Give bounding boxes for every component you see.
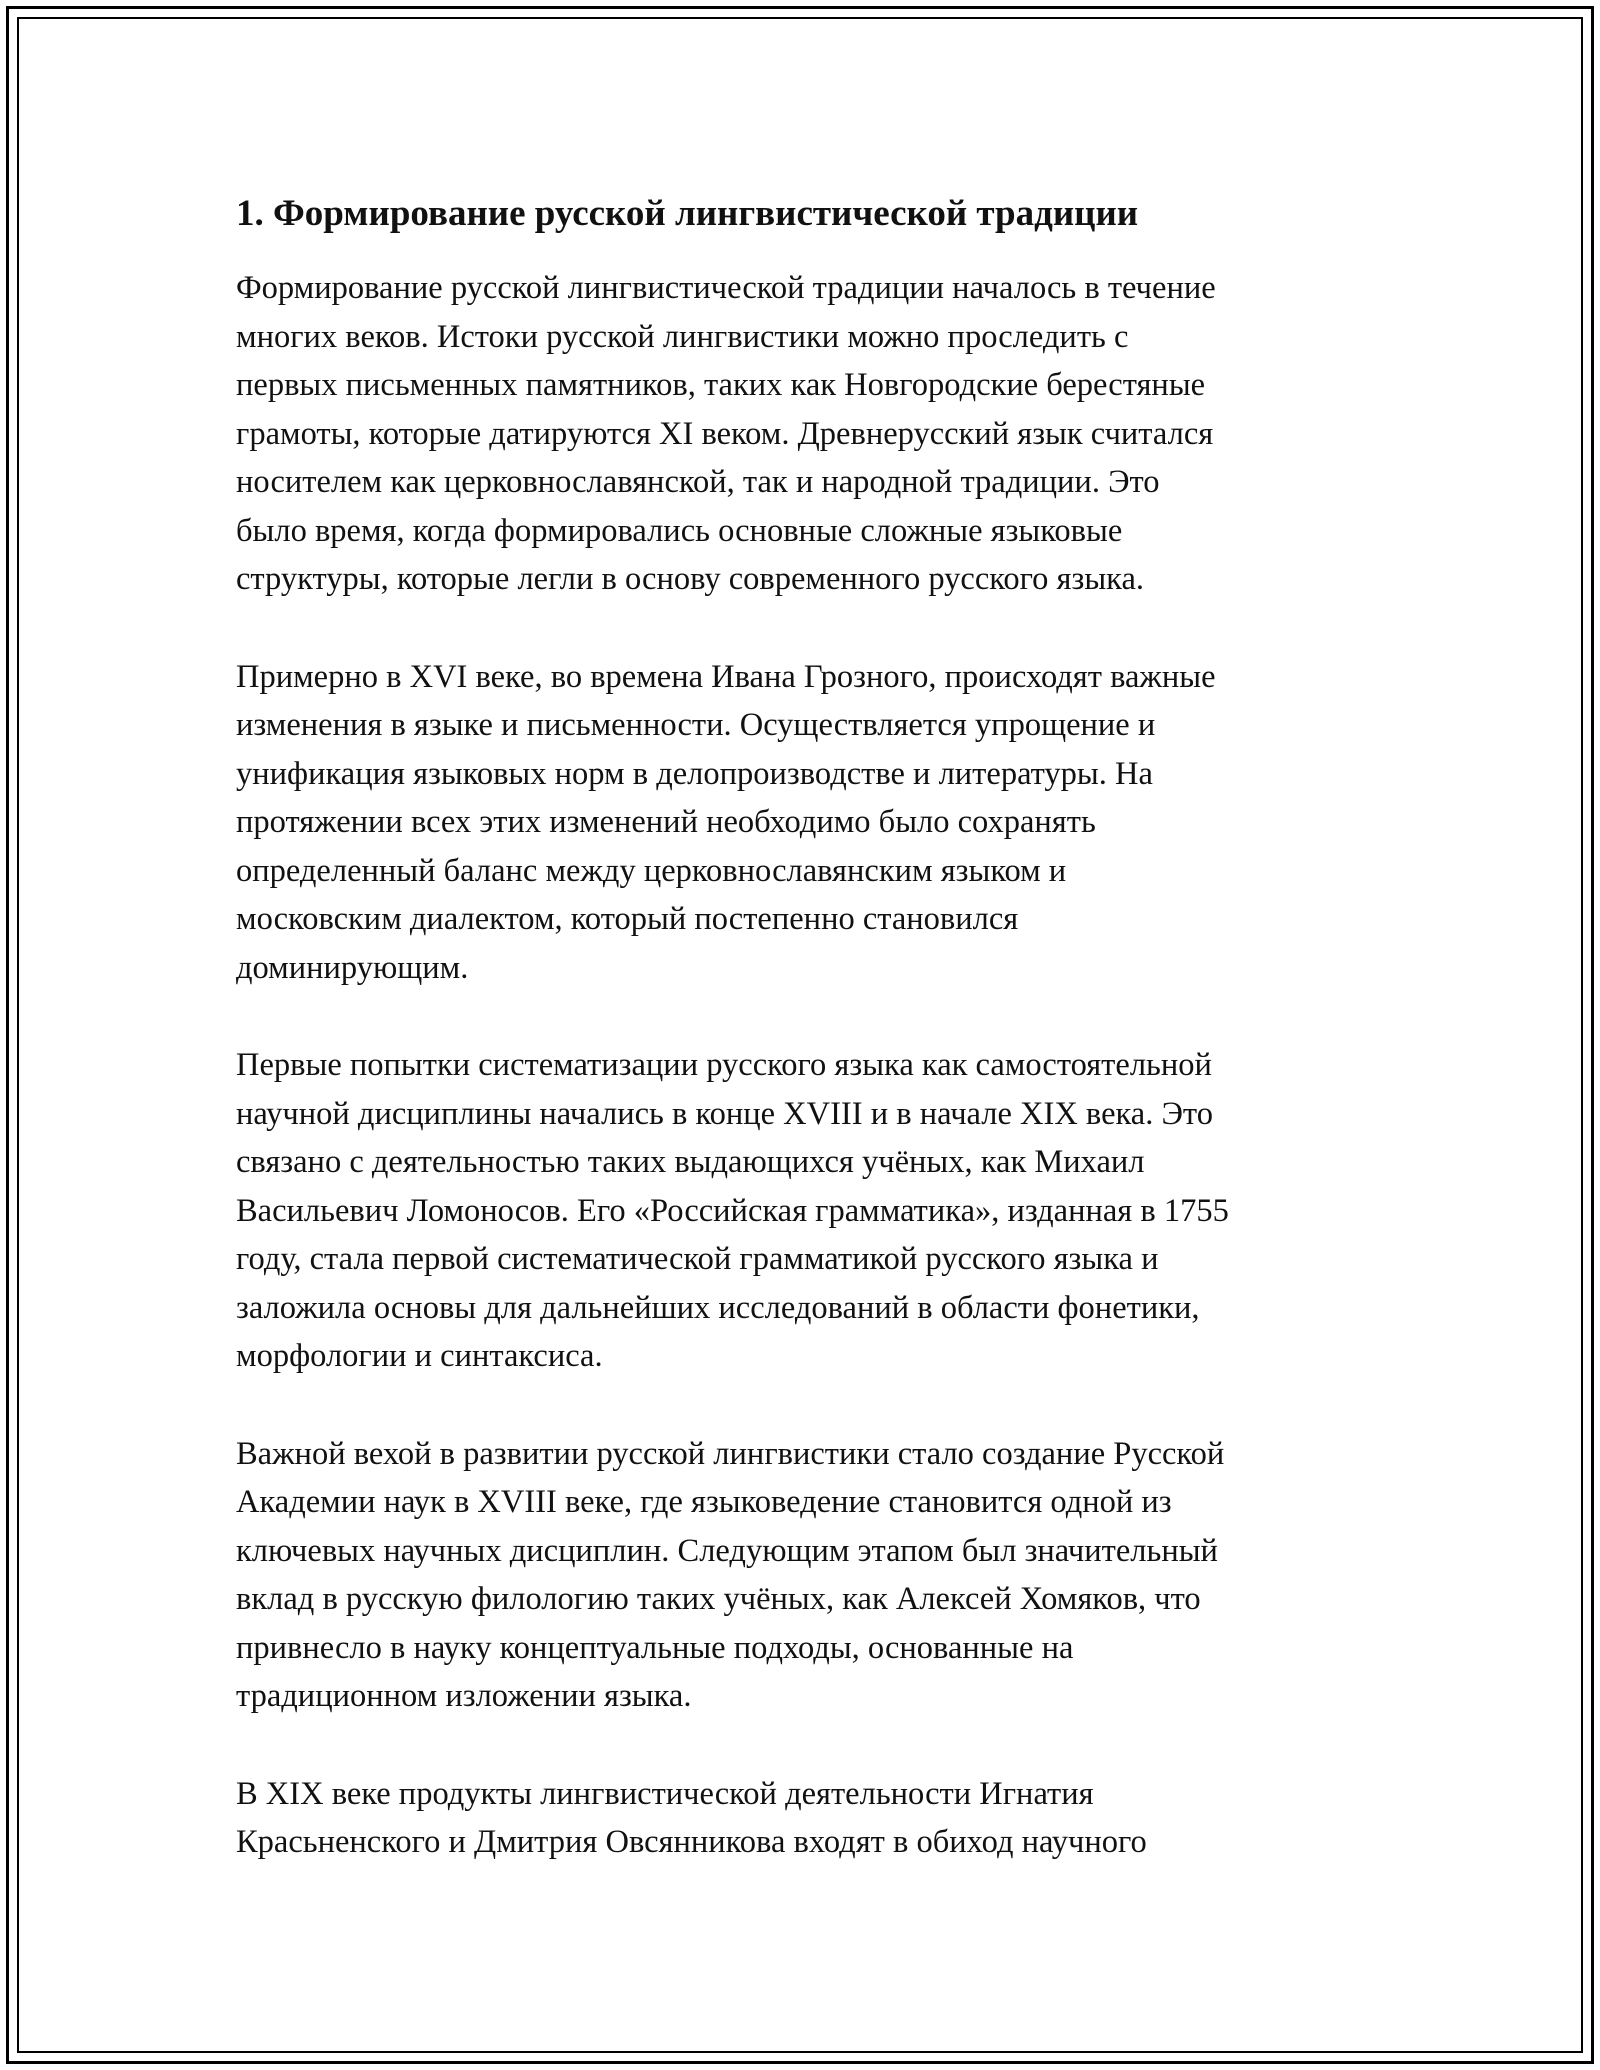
section-heading: 1. Формирование русской лингвистической традиции: [236, 193, 1139, 234]
text-line: многих веков. Истоки русской лингвистики можно проследить с: [236, 318, 1129, 355]
text-line: В XIX веке продукты лингвистической деятельности Игнатия: [236, 1775, 1094, 1812]
text-line: первых письменных памятников, таких как Новгородские берестяные: [236, 367, 1206, 403]
text-line: Примерно в XVI веке, во времена Ивана Грозного, происходят важные: [236, 658, 1216, 695]
paragraph-4: [236, 1430, 1366, 1721]
paragraph-3: [236, 1041, 1366, 1381]
text-line: Академии наук в XVIII веке, где языковедение становится одной из: [236, 1484, 1172, 1520]
text-line: доминирующим.: [236, 949, 469, 986]
text-line: носителем как церковнославянской, так и народной традиции. Это: [236, 464, 1160, 500]
text-line: Первые попытки систематизации русского языка как самостоятельной: [236, 1047, 1212, 1083]
text-line: Красьненского и Дмитрия Овсянникова входят в обиход научного: [236, 1824, 1147, 1860]
text-line: морфологии и синтаксиса.: [236, 1338, 603, 1374]
text-line: научной дисциплины начались в конце XVIII и в начале XIX века. Это: [236, 1095, 1213, 1132]
text-line: году, стала первой систематической грамматикой русского языка и: [236, 1241, 1159, 1277]
text-line: связано с деятельностью таких выдающихся учёных, как Михаил: [236, 1144, 1145, 1180]
text-line: грамоты, которые датируются XI веком. Древнерусский язык считался: [236, 415, 1214, 452]
text-line: было время, когда формировались основные сложные языковые: [236, 512, 1123, 549]
text-line: Формирование русской лингвистической традиции началось в течение: [236, 270, 1216, 306]
text-line: изменения в языке и письменности. Осуществляется упрощение и: [236, 707, 1156, 743]
text-line: привнесло в науку концептуальные подходы, основанные на: [236, 1629, 1074, 1666]
text-line: протяжении всех этих изменений необходимо было сохранять: [236, 804, 1096, 840]
text-line: вклад в русскую филологию таких учёных, как Алексей Хомяков, что: [236, 1581, 1201, 1617]
text-line: московским диалектом, который постепенно становился: [236, 901, 1019, 937]
text-line: традиционном изложении языка.: [236, 1678, 692, 1714]
document-body: [236, 186, 1366, 1916]
text-line: структуры, которые легли в основу современного русского языка.: [236, 561, 1145, 597]
text-line: ключевых научных дисциплин. Следующим этапом был значительный: [236, 1532, 1218, 1569]
text-line: Важной вехой в развитии русской лингвистики стало создание Русской: [236, 1435, 1225, 1472]
paragraph-2: [236, 653, 1366, 993]
text-line: Васильевич Ломоносов. Его «Российская грамматика», изданная в 1755: [236, 1192, 1229, 1229]
text-line: определенный баланс между церковнославянским языком и: [236, 852, 1067, 889]
paragraph-5: [236, 1770, 1366, 1867]
paragraph-1: [236, 264, 1366, 604]
text-line: унификация языковых норм в делопроизводстве и литературы. На: [236, 755, 1153, 792]
text-line: заложила основы для дальнейших исследований в области фонетики,: [236, 1289, 1200, 1326]
